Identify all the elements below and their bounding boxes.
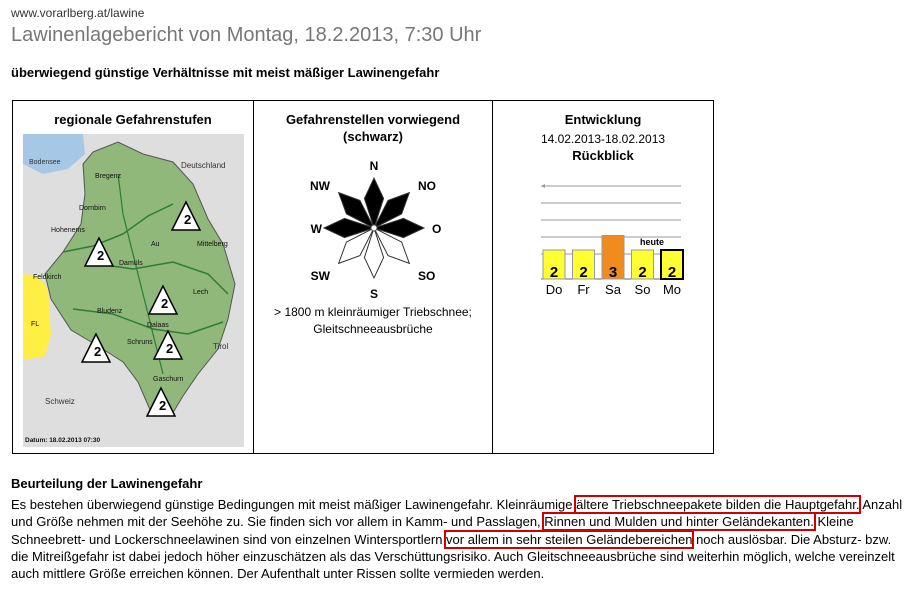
development-sub: Rückblick <box>572 148 634 163</box>
highlight-main-danger: ältere Triebschneepakete bilden die Hauptgefahr. <box>576 497 860 512</box>
summary-headline: überwiegend günstige Verhältnisse mit meist mäßiger Lawinengefahr <box>11 65 440 80</box>
label-dornbirn: Dornbirn <box>79 205 106 212</box>
label-hohenems: Hohenems <box>51 227 85 234</box>
label-mittelberg: Mittelberg <box>197 241 228 248</box>
dev-day-label: Fr <box>577 282 590 297</box>
dev-bar-level: 2 <box>579 264 588 281</box>
label-feldkirch: Feldkirch <box>33 274 62 281</box>
assessment-part-2: Anzahl und Größe nehmen mit der Seehöhe zu. Sie finden sich vor allem in Kamm- und Passlagen, <box>11 497 903 530</box>
assessment-part-3: Kleine Schneebrett- und Lockerschneelawinen sind von einzelnen Wintersportlern <box>11 514 854 547</box>
assessment-part-4: noch auslösbar. Die Absturz- bzw. die Mitreißgefahr ist dabei jedoch höher einzuschätzen als das Verschüttungsrisiko. Auch Gleitschneeausbrüche sind weiterhin möglich, welche vereinzelt auch mittlere Größe erreichen können. Der Aufenthalt unter Rissen sollte vermieden werden. <box>11 531 895 582</box>
danger-level: 2 <box>97 248 105 263</box>
label-tirol: Tirol <box>213 342 229 351</box>
dev-bar-level: 2 <box>549 264 559 281</box>
exposition-note-line1: > 1800 m kleinräumiger Triebschnee; <box>274 305 472 319</box>
dir-no: NO <box>418 179 436 193</box>
today-label: heute <box>639 237 665 247</box>
danger-level: 2 <box>159 398 167 413</box>
danger-level: 2 <box>161 296 169 311</box>
page-title: Lawinenlagebericht von Montag, 18.2.2013, 7:30 Uhr <box>11 24 482 46</box>
dir-s: S <box>369 287 379 301</box>
assessment-text <box>11 496 906 582</box>
development-chart <box>531 183 691 303</box>
development-heading: Entwicklung <box>564 112 642 127</box>
dir-n: N <box>369 159 379 173</box>
danger-level: 2 <box>166 341 174 356</box>
map-date-stamp: Datum: 18.02.2013 07:30 <box>25 437 101 444</box>
exposition-heading <box>254 111 492 145</box>
aspect-center <box>371 225 377 231</box>
dev-bar-level: 3 <box>608 264 618 281</box>
highlight-locations: Rinnen und Mulden und hinter Geländekanten. <box>544 514 814 530</box>
page-url: www.vorarlberg.at/lawine <box>11 6 145 20</box>
dev-bar-level: 2 <box>667 264 677 281</box>
development-column <box>493 101 713 453</box>
regional-map[interactable] <box>23 134 244 447</box>
dev-day-label: Do <box>545 282 563 297</box>
exposition-heading-line1: Gefahrenstellen vorwiegend <box>285 112 461 127</box>
assessment-part-1: Es bestehen überwiegend günstige Bedingungen mit meist mäßiger Lawinengefahr. Kleinräumige <box>11 497 573 512</box>
highlight-steep-terrain: vor allem in sehr steilen Geländebereichen <box>446 531 693 547</box>
label-bodensee: Bodensee <box>29 159 61 166</box>
label-bregenz: Bregenz <box>95 173 122 180</box>
dir-w: W <box>310 222 322 236</box>
danger-level: 2 <box>94 344 102 359</box>
exposition-column <box>254 101 493 453</box>
regional-column <box>13 101 254 453</box>
label-schweiz: Schweiz <box>45 397 75 406</box>
exposition-note <box>254 304 492 338</box>
label-dalaas: Dalaas <box>147 322 169 329</box>
dev-bar-level: 2 <box>638 264 647 281</box>
label-bludenz: Bludenz <box>97 308 123 315</box>
dev-day-label: Sa <box>605 282 621 297</box>
label-deutschland: Deutschland <box>181 161 226 170</box>
label-schruns: Schruns <box>127 339 153 346</box>
report-table <box>12 100 714 454</box>
dir-nw: NW <box>310 179 330 193</box>
aspect-rose <box>310 156 442 301</box>
label-gaschurn: Gaschurn <box>153 376 184 383</box>
label-lech: Lech <box>193 289 209 296</box>
label-au: Au <box>151 241 160 248</box>
dir-so: SO <box>418 269 436 283</box>
assessment-heading: Beurteilung der Lawinengefahr <box>11 476 203 491</box>
danger-level: 2 <box>184 212 192 227</box>
exposition-note-line2: Gleitschneeausbrüche <box>313 322 433 336</box>
dir-sw: SW <box>310 269 330 283</box>
development-dates: 14.02.2013-18.02.2013 <box>540 132 666 146</box>
exposition-heading-line2: (schwarz) <box>343 129 403 144</box>
regional-heading: regionale Gefahrenstufen <box>54 112 212 127</box>
label-damuels: Damüls <box>119 260 143 267</box>
label-fl: FL <box>31 321 40 328</box>
dev-day-label: So <box>634 282 651 297</box>
dev-day-label: Mo <box>662 282 682 297</box>
dir-o: O <box>432 222 442 236</box>
